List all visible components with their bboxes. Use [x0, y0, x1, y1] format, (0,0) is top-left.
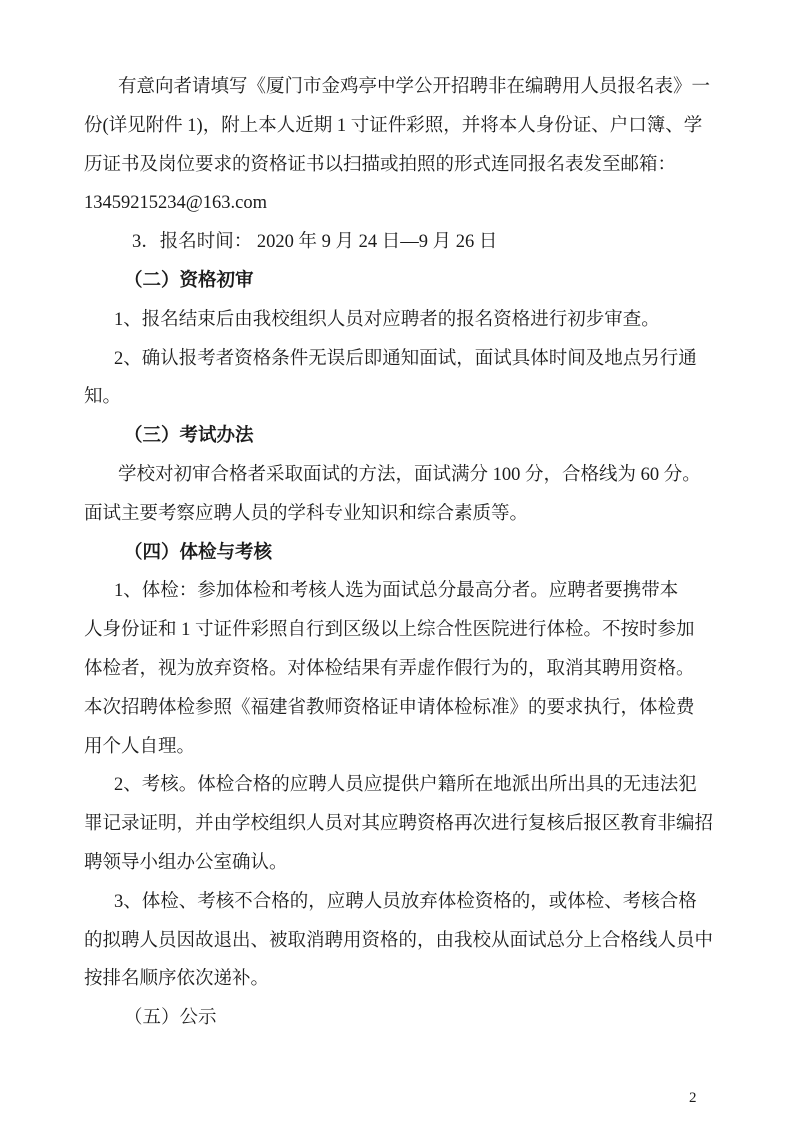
para-replacement-line-1: 3、体检、考核不合格的，应聘人员放弃体检资格的，或体检、考核合格: [114, 891, 697, 912]
line-review-item-2-cont: 知。: [84, 387, 122, 408]
page-number: 2: [689, 1090, 697, 1106]
para-replacement-line-3: 按排名顺序依次递补。: [84, 969, 270, 990]
para-exam-method-line-2: 面试主要考察应聘人员的学科专业知识和综合素质等。: [84, 503, 529, 524]
para-exam-method-line-1: 学校对初审合格者采取面试的方法，面试满分 100 分，合格线为 60 分。: [118, 464, 701, 485]
para-physical-exam-line-1: 1、体检：参加体检和考核人选为面试总分最高分者。应聘者要携带本: [114, 581, 679, 602]
heading-physical-exam-assessment: （四）体检与考核: [124, 542, 273, 563]
line-review-item-1: 1、报名结束后由我校组织人员对应聘者的报名资格进行初步审查。: [114, 309, 660, 330]
para-assessment-line-1: 2、考核。体检合格的应聘人员应提供户籍所在地派出所出具的无违法犯: [114, 775, 697, 796]
line-registration-time: 3．报名时间： 2020 年 9 月 24 日—9 月 26 日: [132, 232, 498, 253]
document-body: [84, 68, 724, 1038]
heading-public-notice: （五）公示: [124, 1008, 217, 1029]
para-application-line-3: 历证书及岗位要求的资格证书以扫描或拍照的形式连同报名表发至邮箱：: [84, 154, 677, 175]
application-email: 13459215234@163.com: [84, 193, 268, 214]
para-physical-exam-line-3: 体检者，视为放弃资格。对体检结果有弄虚作假行为的，取消其聘用资格。: [84, 658, 695, 679]
line-review-item-2: 2、确认报考者资格条件无误后即通知面试，面试具体时间及地点另行通: [114, 348, 697, 369]
para-application-line-2: 份(详见附件 1)，附上本人近期 1 寸证件彩照，并将本人身份证、户口簿、学: [84, 115, 703, 136]
para-replacement-line-2: 的拟聘人员因故退出、被取消聘用资格的，由我校从面试总分上合格线人员中: [84, 930, 714, 951]
para-physical-exam-line-5: 用个人自理。: [84, 736, 196, 757]
para-physical-exam-line-4: 本次招聘体检参照《福建省教师资格证申请体检标准》的要求执行，体检费: [84, 697, 695, 718]
heading-qualification-review: （二）资格初审: [124, 270, 254, 291]
heading-exam-method: （三）考试办法: [124, 426, 254, 447]
para-assessment-line-3: 聘领导小组办公室确认。: [84, 852, 288, 873]
para-physical-exam-line-2: 人身份证和 1 寸证件彩照自行到区级以上综合性医院进行体检。不按时参加: [84, 620, 695, 641]
para-assessment-line-2: 罪记录证明，并由学校组织人员对其应聘资格再次进行复核后报区教育非编招: [84, 814, 714, 835]
para-application-line-1: 有意向者请填写《厦门市金鸡亭中学公开招聘非在编聘用人员报名表》一: [118, 77, 711, 97]
